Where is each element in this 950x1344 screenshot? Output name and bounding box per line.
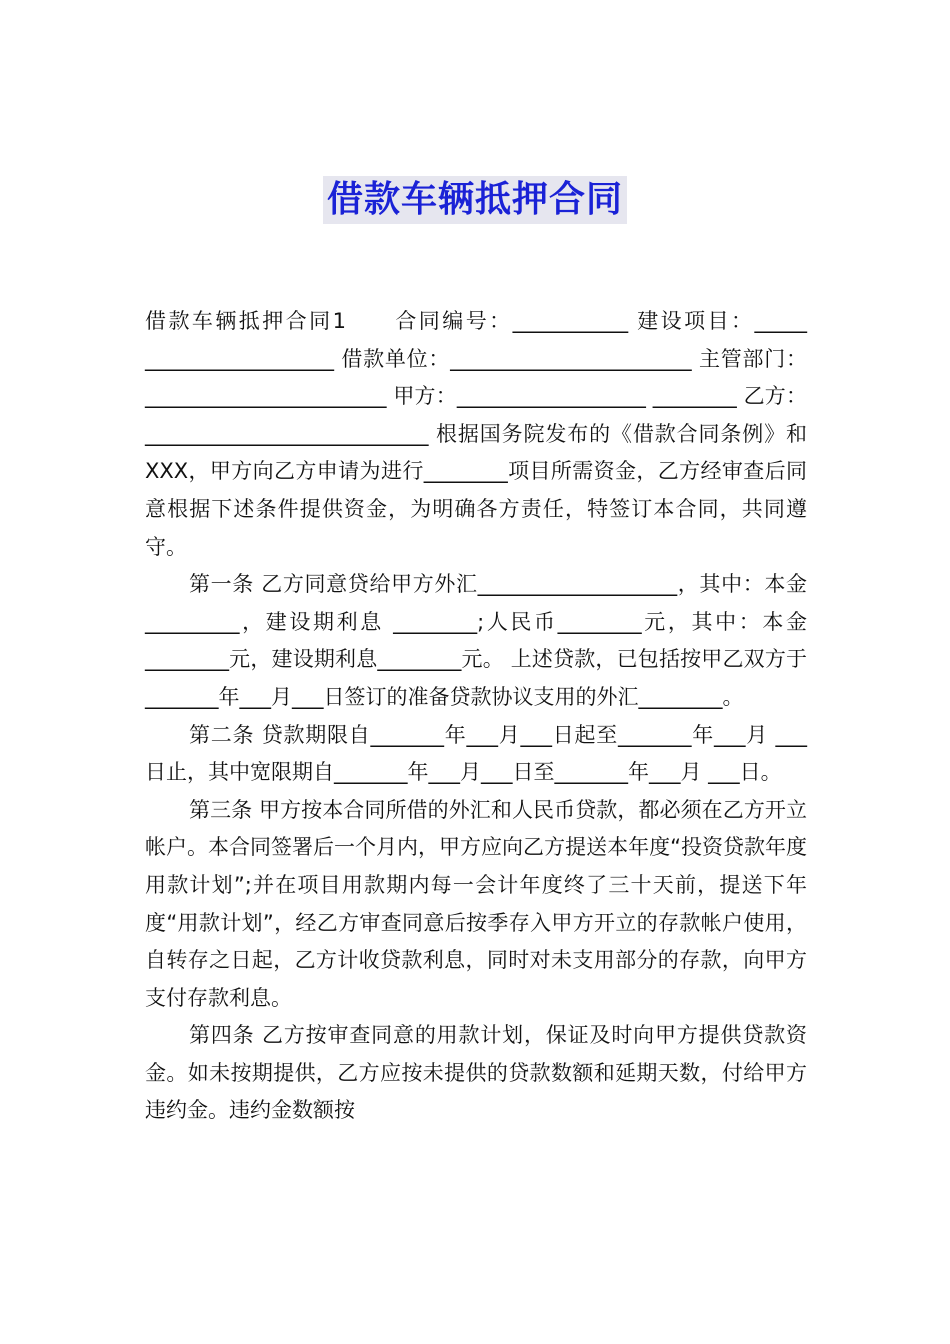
paragraph-article-3: 第三条 甲方按本合同所借的外汇和人民币贷款，都必须在乙方开立帐户。本合同签署后一个月内，甲方应向乙方提送本年度“投资贷款年度用款计划”;并在项目用款期内每一会计年度终了三十天前，提送下年度“用款计划”，经乙方审查同意后按季存入甲方开立的存款帐户使用，自转存之日起，乙方计收贷款利息，同时对未支用部分的存款，向甲方支付存款利息。 xyxy=(145,797,807,1010)
title-area xyxy=(0,176,950,224)
paragraph-article-2: 第二条 贷款期限自_______年___月___日起至_______年___月 ___日止，其中宽限期自_______年___月___日至_______年___月 ___日。 xyxy=(145,722,807,785)
paragraph-intro: 借款车辆抵押合同1 合同编号：___________ 建设项目：_____ __________________ 借款单位：_______________________ 主管部门：_______________________ 甲方：__________________ ________ 乙方：___________________________ 根据国务院发布的《借款合同条例》和XXX，甲方向乙方申请为进行________项目所需资金，乙方经审查后同意根据下述条件提供资金，为明确各方责任，特签订本合同，共同遵守。 xyxy=(145,309,807,559)
document-title: 借款车辆抵押合同 xyxy=(323,176,627,224)
document-body xyxy=(145,303,807,1130)
paragraph-article-4: 第四条 乙方按审查同意的用款计划，保证及时向甲方提供贷款资金。如未按期提供，乙方应按未提供的贷款数额和延期天数，付给甲方违约金。违约金数额按 xyxy=(145,1023,807,1123)
paragraph-article-1: 第一条 乙方同意贷给甲方外汇___________________，其中：本金_________，建设期利息 ________;人民币________元，其中：本金________元，建设期利息________元。 上述贷款，已包括按甲乙双方于_______年___月___日签订的准备贷款协议支用的外汇________。 xyxy=(145,572,807,709)
